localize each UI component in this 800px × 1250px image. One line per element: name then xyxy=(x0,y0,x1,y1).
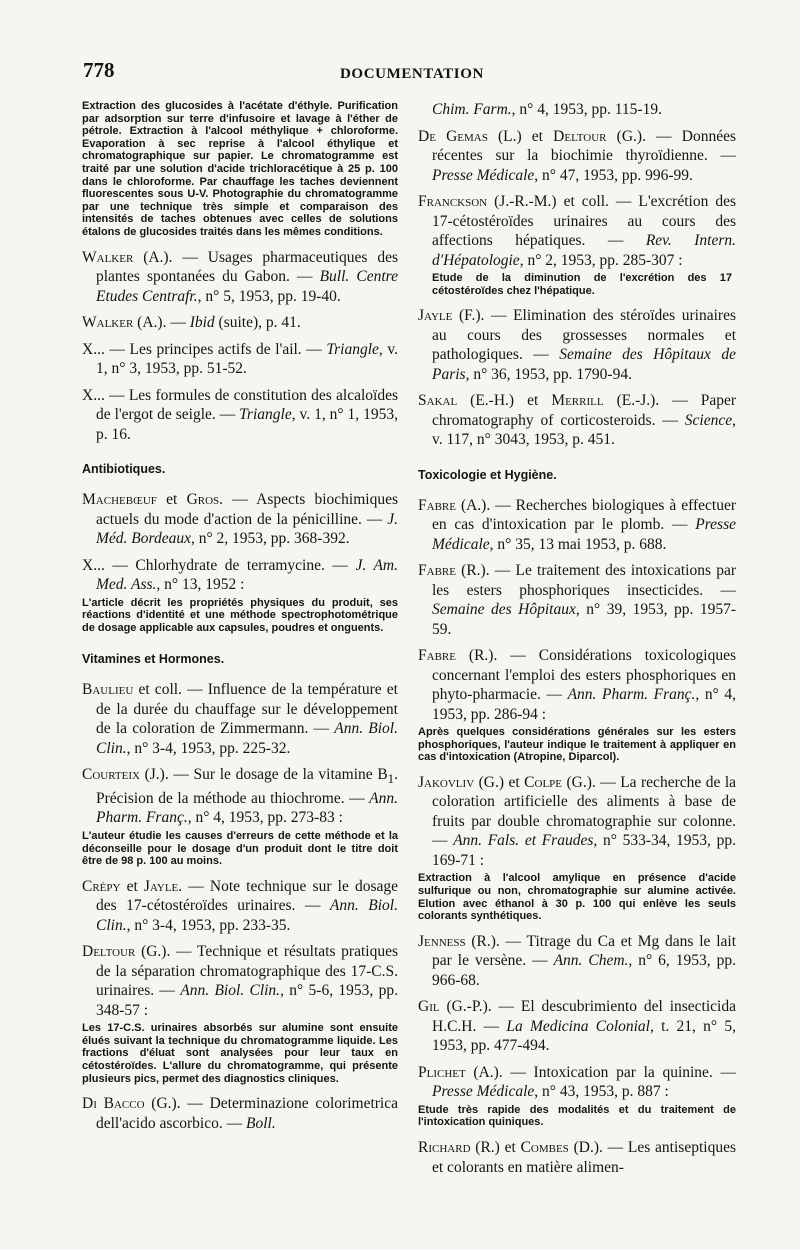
journal: La Medicina Colonial xyxy=(506,1017,650,1035)
title-text: (G.). — Technique et résultats pratiques de la séparation chromatographique des 17-C.S. urinaires. — xyxy=(96,943,398,1000)
abstract-note: Extraction des glucosides à l'acétate d'éthyle. Purification par adsorption sur terre d'infusoire et lavage à l'éther de pétrole. Extraction à l'alcool méthylique + chloroforme. Evaporation à sec reprise à l'alcool éthylique et chromatographique sur papier. Le chromatogramme est traité par une solution d'acide trichloracétique à 25 p. 100 dans le chloroforme. Par chauffage les taches deviennent fluorescentes sous U-V. Photographie du chromatogramme par une technique très simple et comparaison des intensités de taches obtenues avec celles de solutions étalons de glucosides traités dans les mêmes conditions. xyxy=(82,100,398,238)
citation: , n° 3-4, 1953, pp. 225-32. xyxy=(126,739,291,757)
journal: J. Méd. Bordeaux xyxy=(96,510,398,548)
reference-entry xyxy=(418,192,736,270)
author: Merrill xyxy=(551,392,604,410)
citation: , v. 117, n° 3043, 1953, p. 451. xyxy=(432,411,736,449)
title-text: (J.-R.-M.) et coll. — L'excrétion des 17-cétostéroïdes urinaires au cours des affections hépatiques. — xyxy=(432,193,736,249)
subscript: 1 xyxy=(387,771,395,787)
citation: , v. 1, n° 3, 1953, pp. 51-52. xyxy=(96,340,398,378)
reference-entry xyxy=(418,306,736,384)
reference-entry xyxy=(82,680,398,758)
reference-entry xyxy=(82,248,398,307)
author: Deltour xyxy=(553,127,607,145)
title-text: X... — Chlorhydrate de terramycine. — xyxy=(82,556,356,574)
journal: Ann. Chem. xyxy=(553,952,629,970)
journal: Semaine des Hôpitaux xyxy=(432,601,576,619)
reference-entry xyxy=(82,765,398,828)
abstract-note: Les 17-C.S. urinaires absorbés sur alumine sont ensuite élués suivant la technique du chromatogramme liquide. Les fractions d'éluat sont analysées pour leur taux en cétostéroïdes. L'allure du chromatogramme, qui présente plusieurs pics, permet des diagnostics cliniques. xyxy=(82,1022,398,1085)
reference-entry xyxy=(82,340,398,379)
reference-entry xyxy=(82,942,398,1020)
reference-entry xyxy=(418,561,736,639)
citation: , n° 6, 1953, pp. 966-68. xyxy=(432,952,736,989)
reference-entry xyxy=(418,1063,736,1102)
journal: Science xyxy=(684,411,733,429)
citation: , n° 35, 13 mai 1953, p. 688. xyxy=(489,535,667,553)
author: Fabre xyxy=(418,647,456,665)
conjunction: et xyxy=(120,877,144,895)
section-heading: Vitamines et Hormones. xyxy=(82,652,225,667)
citation: , n° 3-4, 1953, pp. 233-35. xyxy=(126,916,291,934)
author: Di Bacco xyxy=(82,1095,145,1113)
title-text: et coll. — Influence de la température et de la durée du chauffage sur le développement de la coloration de Zimmermann. — xyxy=(96,681,398,738)
author: Gros xyxy=(186,491,220,509)
author: Jenness xyxy=(418,932,466,950)
author: Fabre xyxy=(418,562,456,580)
journal: Presse Médicale xyxy=(432,166,535,184)
journal: Ann. Pharm. Franç. xyxy=(96,789,398,827)
author: Walker xyxy=(82,314,134,332)
title-text: (E.-J.). — Paper chromatography of corticosteroids. — xyxy=(432,392,736,429)
citation: , n° 39, 1953, pp. 1957-59. xyxy=(432,601,736,638)
author: Franckson xyxy=(418,193,488,210)
reference-entry xyxy=(418,496,736,555)
author: Jayle xyxy=(418,307,453,325)
title-text: X... — Les formules de constitution des alcaloïdes de l'ergot de seigle. — xyxy=(82,386,398,424)
title-text: (R.). — Considérations toxicologiques concernant l'emploi des esters phosphoriques en phyto-pharmacie. — xyxy=(432,647,736,704)
page-header xyxy=(0,56,800,92)
reference-entry xyxy=(418,932,736,991)
author: De Gemas xyxy=(418,127,488,145)
journal: Bull. Centre Etudes Centrafr. xyxy=(96,268,398,305)
citation: (suite), p. 41. xyxy=(214,314,301,332)
citation: , n° 43, 1953, p. 887 : xyxy=(534,1083,669,1101)
conjunction: (R.) et xyxy=(470,1139,521,1157)
citation: , n° 4, 1953, pp. 286-94 : xyxy=(432,686,737,723)
abstract-note: Extraction à l'alcool amylique en présence d'acide sulfurique ou non, chromatographie sur alumine activée. Elution avec éthanol à 30 p. 100 qui enlève les seuls colorants synthétiques. xyxy=(418,872,736,923)
journal: Ann. Fals. et Fraudes xyxy=(453,832,594,850)
citation: , n° 4, 1953, pp. 273-83 : xyxy=(187,809,343,827)
conjunction: (G.) et xyxy=(474,773,525,791)
title-text: X... — Les principes actifs de l'ail. — xyxy=(82,340,327,358)
title-text: (G.). — Determinazione colorimetrica dell'acido ascorbico. — xyxy=(96,1095,398,1132)
journal: Ann. Biol. Clin. xyxy=(96,897,398,934)
journal: Ann. Biol. Clin. xyxy=(180,982,281,1000)
conjunction: (L.) et xyxy=(487,127,554,145)
journal: Semaine des Hôpitaux de Paris xyxy=(432,346,736,383)
journal: Chim. Farm. xyxy=(432,101,512,118)
title-text: . Précision de la méthode au thiochrome. — xyxy=(96,766,398,807)
journal: Ann. Biol. Clin. xyxy=(96,720,398,757)
author: Baulieu xyxy=(82,681,134,699)
title-text: (A.). — Usages pharmaceutiques des plantes spontanées du Gabon. — xyxy=(96,248,398,286)
title-text: (G.-P.). — El descubrimiento del insecticida H.C.H. — xyxy=(432,998,736,1035)
citation: , v. 1, n° 1, 1953, p. 16. xyxy=(96,406,398,443)
title-text: (A.). — Recherches biologiques à effectuer en cas d'intoxication par le plomb. — xyxy=(432,496,736,534)
author: Walker xyxy=(82,248,134,266)
citation: , n° 5-6, 1953, pp. 348-57 : xyxy=(96,982,398,1019)
author: Machebœuf xyxy=(82,491,157,509)
journal: Ann. Pharm. Franç. xyxy=(567,686,696,704)
citation: , n° 13, 1952 : xyxy=(156,576,245,594)
title-text: (A.). — Intoxication par la quinine. — xyxy=(465,1063,736,1081)
journal: J. Am. Med. Ass. xyxy=(96,556,399,594)
citation: , n° 47, 1953, pp. 996-99. xyxy=(534,166,693,184)
conjunction: et xyxy=(156,491,187,509)
author: Richard xyxy=(418,1139,471,1157)
reference-entry xyxy=(82,1094,398,1133)
reference-entry xyxy=(82,313,398,333)
reference-entry xyxy=(418,391,736,450)
reference-entry xyxy=(82,386,398,445)
author: Fabre xyxy=(418,496,456,514)
title-text: (R.). — Titrage du Ca et Mg dans le lait par le versène. — xyxy=(432,932,736,970)
title-text: (J.). — Sur le dosage de la vitamine B xyxy=(139,766,388,784)
journal: Presse Médicale xyxy=(432,1083,535,1101)
author: Combes xyxy=(520,1139,569,1157)
citation: , t. 21, n° 5, 1953, pp. 477-494. xyxy=(432,1017,736,1055)
journal: Boll. xyxy=(246,1114,276,1132)
abstract-note: Après quelques considérations générales sur les esters phosphoriques, l'auteur indique le traitement à appliquer en cas d'intoxication (Atropine, Diparcol). xyxy=(418,726,736,764)
title-text: . — Note technique sur le dosage des 17-cétostéroïdes urinaires. — xyxy=(96,877,398,915)
title-text: (R.). — Le traitement des intoxications par les esters phosphoriques insecticides. — xyxy=(432,562,736,599)
citation: , n° 2, 1953, pp. 285-307 : xyxy=(519,251,683,269)
reference-continuation xyxy=(418,100,736,120)
author: Plichet xyxy=(418,1063,466,1081)
reference-entry xyxy=(418,127,736,186)
journal: Triangle xyxy=(239,406,292,424)
journal: Triangle xyxy=(326,340,379,358)
journal: Rev. Intern. d'Hépatologie xyxy=(432,232,736,269)
title-text: (G.). — La recherche de la coloration artificielle des aliments à base de fruits par double chromatographie sur colonne. — xyxy=(432,773,737,850)
abstract-note: Etude très rapide des modalités et du traitement de l'intoxication quiniques. xyxy=(418,1103,736,1129)
reference-entry xyxy=(418,646,736,724)
reference-entry xyxy=(82,490,398,549)
journal: Ibid xyxy=(189,314,215,332)
author: Colpe xyxy=(524,773,562,791)
title-text: (A.). — xyxy=(133,314,190,332)
citation: , n° 36, 1953, pp. 1790-94. xyxy=(465,365,632,383)
author: Jayle xyxy=(143,877,179,895)
reference-entry xyxy=(82,877,398,936)
citation: , n° 4, 1953, pp. 115-19. xyxy=(511,101,662,118)
reference-entry xyxy=(418,997,736,1056)
author: Crépy xyxy=(82,877,121,895)
conjunction: (E.-H.) et xyxy=(457,392,552,410)
right-column xyxy=(418,100,736,1184)
author: Courteix xyxy=(82,766,140,784)
abstract-note: Etude de la diminution de l'excrétion des 17 cétostéroïdes chez l'hépatique. xyxy=(432,272,732,297)
author: Sakal xyxy=(418,392,458,410)
citation: , n° 2, 1953, pp. 368-392. xyxy=(190,530,350,548)
reference-entry xyxy=(82,556,398,595)
page-number: 778 xyxy=(83,58,115,82)
title-text: (G.). — Données récentes sur la biochimie thyroïdienne. — xyxy=(432,127,736,164)
reference-entry xyxy=(418,773,736,871)
section-heading: Toxicologie et Hygiène. xyxy=(418,467,557,482)
abstract-note: L'article décrit les propriétés physiques du produit, ses réactions d'identité et une méthode spectrophotométrique de dosage applicable aux capsules, poudres et onguents. xyxy=(82,596,398,634)
author: Deltour xyxy=(82,943,136,961)
reference-entry xyxy=(418,1138,736,1177)
title-text: (F.). — Elimination des stéroïdes urinaires au cours des grossesses normales et pathologiques. — xyxy=(432,307,736,364)
abstract-note: L'auteur étudie les causes d'erreurs de cette méthode et la déconseille pour le dosage d'un produit dont le titre doit être de 98 p. 100 au moins. xyxy=(82,829,398,868)
left-column xyxy=(82,100,398,1140)
citation: , n° 533-34, 1953, pp. 169-71 : xyxy=(432,832,736,869)
running-title: DOCUMENTATION xyxy=(340,66,484,82)
section-heading: Antibiotiques. xyxy=(82,462,166,477)
author: Gil xyxy=(418,998,440,1016)
journal: Presse Médicale xyxy=(432,516,736,553)
title-text: (D.). — Les antiseptiques et colorants en matière alimen- xyxy=(432,1139,736,1176)
title-text: . — Aspects biochimiques actuels du mode d'action de la pénicilline. — xyxy=(96,491,398,528)
author: Jakovliv xyxy=(418,773,475,791)
citation: , n° 5, 1953, pp. 19-40. xyxy=(197,287,341,305)
